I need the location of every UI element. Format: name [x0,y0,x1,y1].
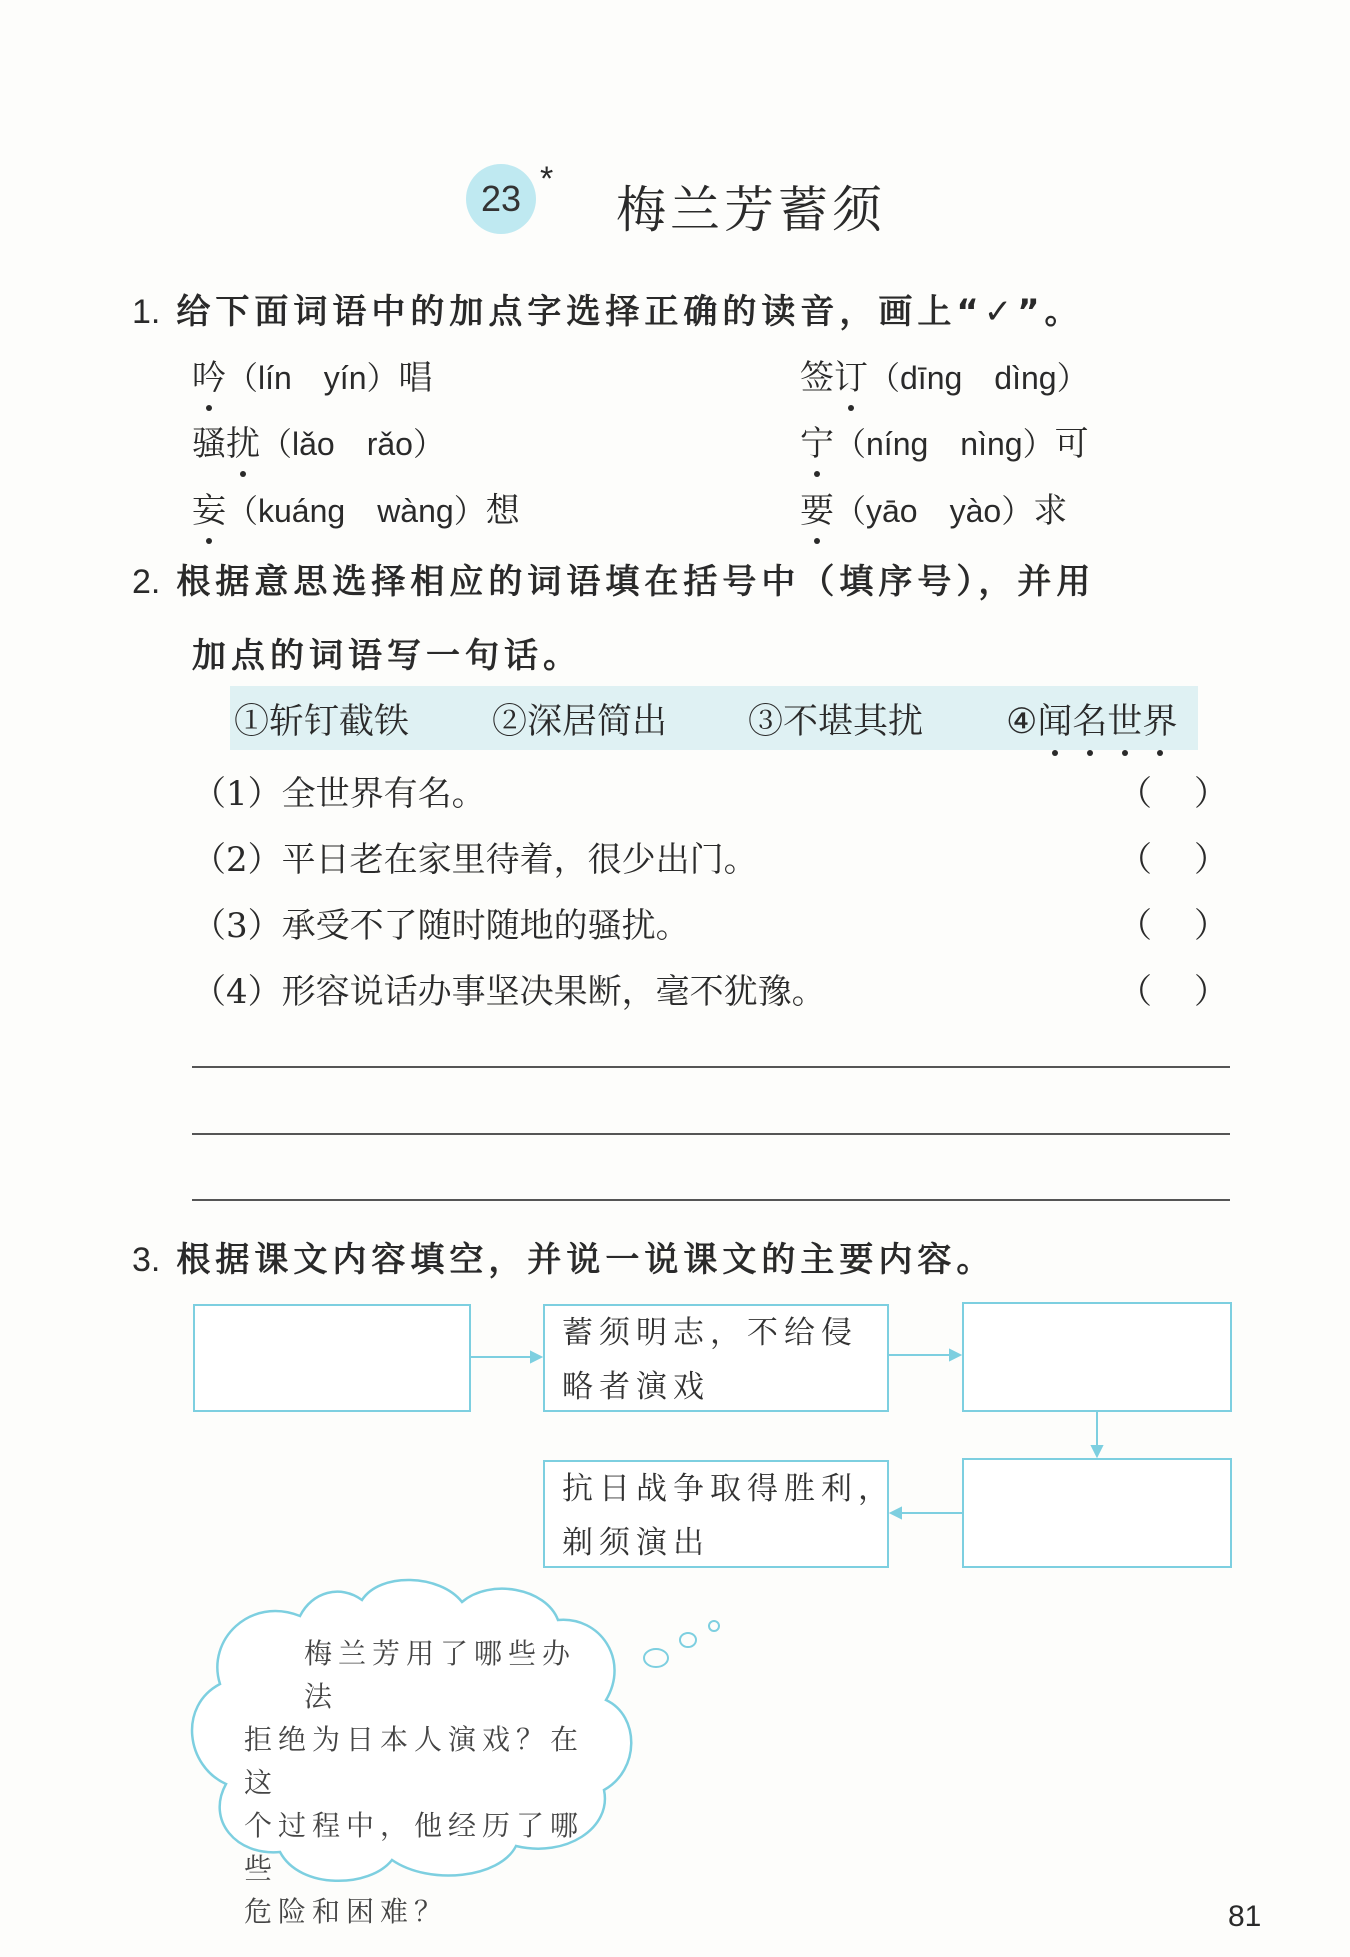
lesson-star: * [540,160,554,198]
word-char: 签 [800,358,834,398]
pinyin-choices[interactable]: （kuáng wàng） [226,493,486,529]
question-2-text: 根据意思选择相应的词语填在括号中（填序号），并用 [176,562,1096,602]
flow-box-5-line2: 剃须演出 [562,1525,710,1561]
paren-open: （ [1118,972,1152,1012]
dotted-char: 吟 [192,350,226,399]
question-1-text: 给下面词语中的加点字选择正确的读音，画上“✓”。 [176,292,1084,332]
word-char: 唱 [398,358,433,398]
page-title: 梅兰芳蓄须 [616,181,886,239]
page-number: 81 [1228,1900,1262,1933]
q2-item-4: （4）形容说话办事坚决果断，毫不犹豫。 [192,972,826,1012]
dotted-char: 要 [800,483,834,532]
question-3-text: 根据课文内容填空，并说一说课文的主要内容。 [176,1240,996,1280]
q2-item-3: （3）承受不了随时随地的骚扰。 [192,906,690,946]
paren-close: ） [1194,774,1228,814]
flow-box-2-line1: 蓄须明志，不给侵 [562,1315,858,1351]
word-char: 想 [485,491,520,531]
dotted-char: 订 [834,350,868,399]
option-2: ②深居简出 [492,702,668,742]
paren-open: （ [1118,840,1152,880]
dotted-char: 宁 [800,416,834,465]
option-3: ③不堪其扰 [748,702,924,742]
word-char: 求 [1033,491,1068,531]
option-4-number: ④ [1006,702,1038,742]
pinyin-choices[interactable]: （lǎo rǎo） [260,426,445,462]
pinyin-choices[interactable]: （dīng dìng） [868,360,1089,396]
pinyin-choices[interactable]: （yāo yào） [834,493,1034,529]
question-2-prompt-line2: 加点的词语写一句话。 [192,636,582,676]
bubble-text [244,1632,596,1933]
lesson-number-badge: 23 [466,164,536,234]
dotted-char: 名 [1072,694,1107,744]
flow-box-2-line2: 略者演戏 [562,1369,710,1405]
bubble-line-1: 梅兰芳用了哪些办法 [304,1637,577,1713]
word-char: 骚 [192,424,226,464]
paren-open: （ [1118,906,1152,946]
dotted-char: 世 [1107,694,1142,744]
q2-item-1: （1）全世界有名。 [192,774,486,814]
paren-close: ） [1194,840,1228,880]
dotted-char: 闻 [1037,694,1072,744]
question-3-number: 3. [132,1241,161,1279]
bubble-line-2: 拒绝为日本人演戏？在这 [244,1723,585,1799]
paren-open: （ [1118,774,1152,814]
flow-box-5-line1: 抗日战争取得胜利， [562,1471,895,1507]
question-2-number: 2. [132,563,161,601]
dotted-char: 界 [1142,694,1177,744]
word-char: 可 [1054,424,1089,464]
option-1: ①斩钉截铁 [234,702,410,742]
bubble-line-3: 个过程中，他经历了哪些 [244,1809,585,1885]
paren-close: ） [1194,972,1228,1012]
bubble-line-4: 危险和困难？ [244,1895,449,1928]
question-1-number: 1. [132,293,161,331]
q2-item-2: （2）平日老在家里待着，很少出门。 [192,840,758,880]
pinyin-choices[interactable]: （níng nìng） [834,426,1055,462]
paren-close: ） [1194,906,1228,946]
dotted-char: 妄 [192,483,226,532]
pinyin-choices[interactable]: （lín yín） [226,360,399,396]
dotted-char: 扰 [226,416,260,465]
